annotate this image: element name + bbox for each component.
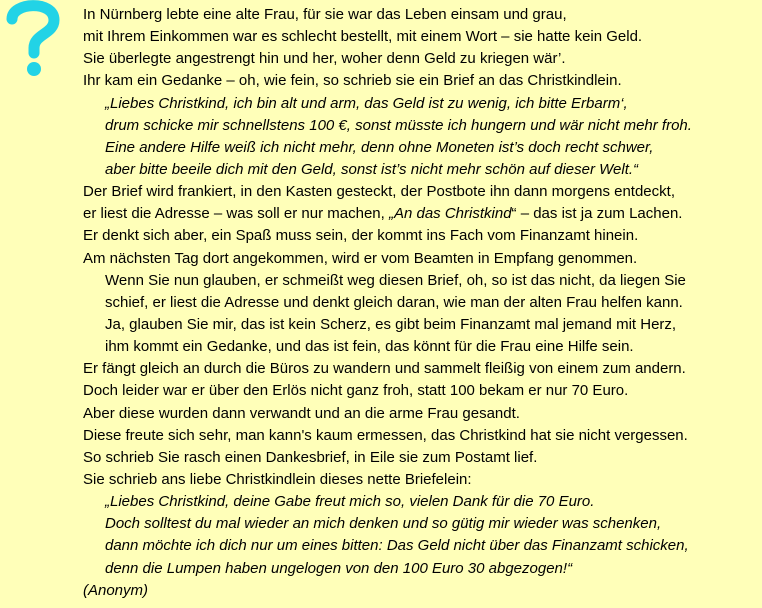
poem-line: denn die Lumpen haben ungelogen von den 100 Euro 30 abgezogen!“ [105, 559, 573, 577]
poem-line: ihm kommt ein Gedanke, und das ist fein, das könnt für die Frau eine Hilfe sein. [105, 338, 634, 356]
poem-line [83, 203, 759, 225]
poem-line: dann möchte ich dich nur um eines bitten: Das Geld nicht über das Finanzamt schicken, [105, 537, 689, 555]
poem-line: drum schicke mir schnellstens 100 €, sonst müsste ich hungern und wär nicht mehr froh. [105, 116, 692, 134]
poem-line: „Liebes Christkind, deine Gabe freut mich so, vielen Dank für die 70 Euro. [105, 493, 595, 511]
poem-line: Diese freute sich sehr, man kann's kaum ermessen, das Christkind hat sie nicht vergessen. [83, 426, 688, 444]
poem-line: Der Brief wird frankiert, in den Kasten gesteckt, der Postbote ihn dann morgens entdeckt, [83, 183, 675, 201]
poem-line: Eine andere Hilfe weiß ich nicht mehr, denn ohne Moneten ist’s doch recht schwer, [105, 138, 654, 156]
poem-line: So schrieb Sie rasch einen Dankesbrief, in Eile sie zum Postamt lief. [83, 448, 538, 466]
poem-line: Sie schrieb ans liebe Christkindlein dieses nette Briefelein: [83, 470, 472, 488]
poem-line: aber bitte beeile dich mit den Geld, sonst ist’s nicht mehr schön auf dieser Welt.“ [105, 160, 639, 178]
poem-line: Sie überlegte angestrengt hin und her, woher denn Geld zu kriegen wär’. [83, 50, 566, 68]
poem-line: mit Ihrem Einkommen war es schlecht bestellt, mit einem Wort – sie hatte kein Geld. [83, 28, 643, 46]
poem-text [83, 4, 759, 602]
poem-line: Wenn Sie nun glauben, er schmeißt weg diesen Brief, oh, so ist das nicht, da liegen Sie [105, 271, 686, 289]
poem-line: schief, er liest die Adresse und denkt gleich daran, wie man der alten Frau helfen kann. [105, 293, 683, 311]
poem-line: Ihr kam ein Gedanke – oh, wie fein, so schrieb sie ein Brief an das Christkindlein. [83, 72, 622, 90]
poem-line: „Liebes Christkind, ich bin alt und arm, das Geld ist zu wenig, ich bitte Erbarm‘, [105, 94, 628, 112]
poem-line: Ja, glauben Sie mir, das ist kein Scherz, es gibt beim Finanzamt mal jemand mit Herz, [105, 315, 677, 333]
poem-line: Doch solltest du mal wieder an mich denken und so gütig mir wieder was schenken, [105, 515, 662, 533]
question-mark-icon [2, 0, 64, 80]
poem-line: Am nächsten Tag dort angekommen, wird er vom Beamten in Empfang genommen. [83, 249, 638, 267]
poem-line: In Nürnberg lebte eine alte Frau, für sie war das Leben einsam und grau, [83, 6, 567, 23]
poem-quote-segment: „An das Christkind [388, 205, 512, 223]
poem-segment: er liest die Adresse – was soll er nur machen, [83, 205, 389, 223]
poem-line: Doch leider war er über den Erlös nicht ganz froh, statt 100 bekam er nur 70 Euro. [83, 382, 629, 400]
poem-line: Er fängt gleich an durch die Büros zu wandern und sammelt fleißig von einem zum andern. [83, 360, 686, 378]
poem-segment: “ – das ist ja zum Lachen. [511, 205, 683, 223]
poem-line: Er denkt sich aber, ein Spaß muss sein, der kommt ins Fach vom Finanzamt hinein. [83, 227, 639, 245]
poem-line: (Anonym) [83, 581, 149, 599]
poem-line: Aber diese wurden dann verwandt und an die arme Frau gesandt. [83, 404, 520, 422]
